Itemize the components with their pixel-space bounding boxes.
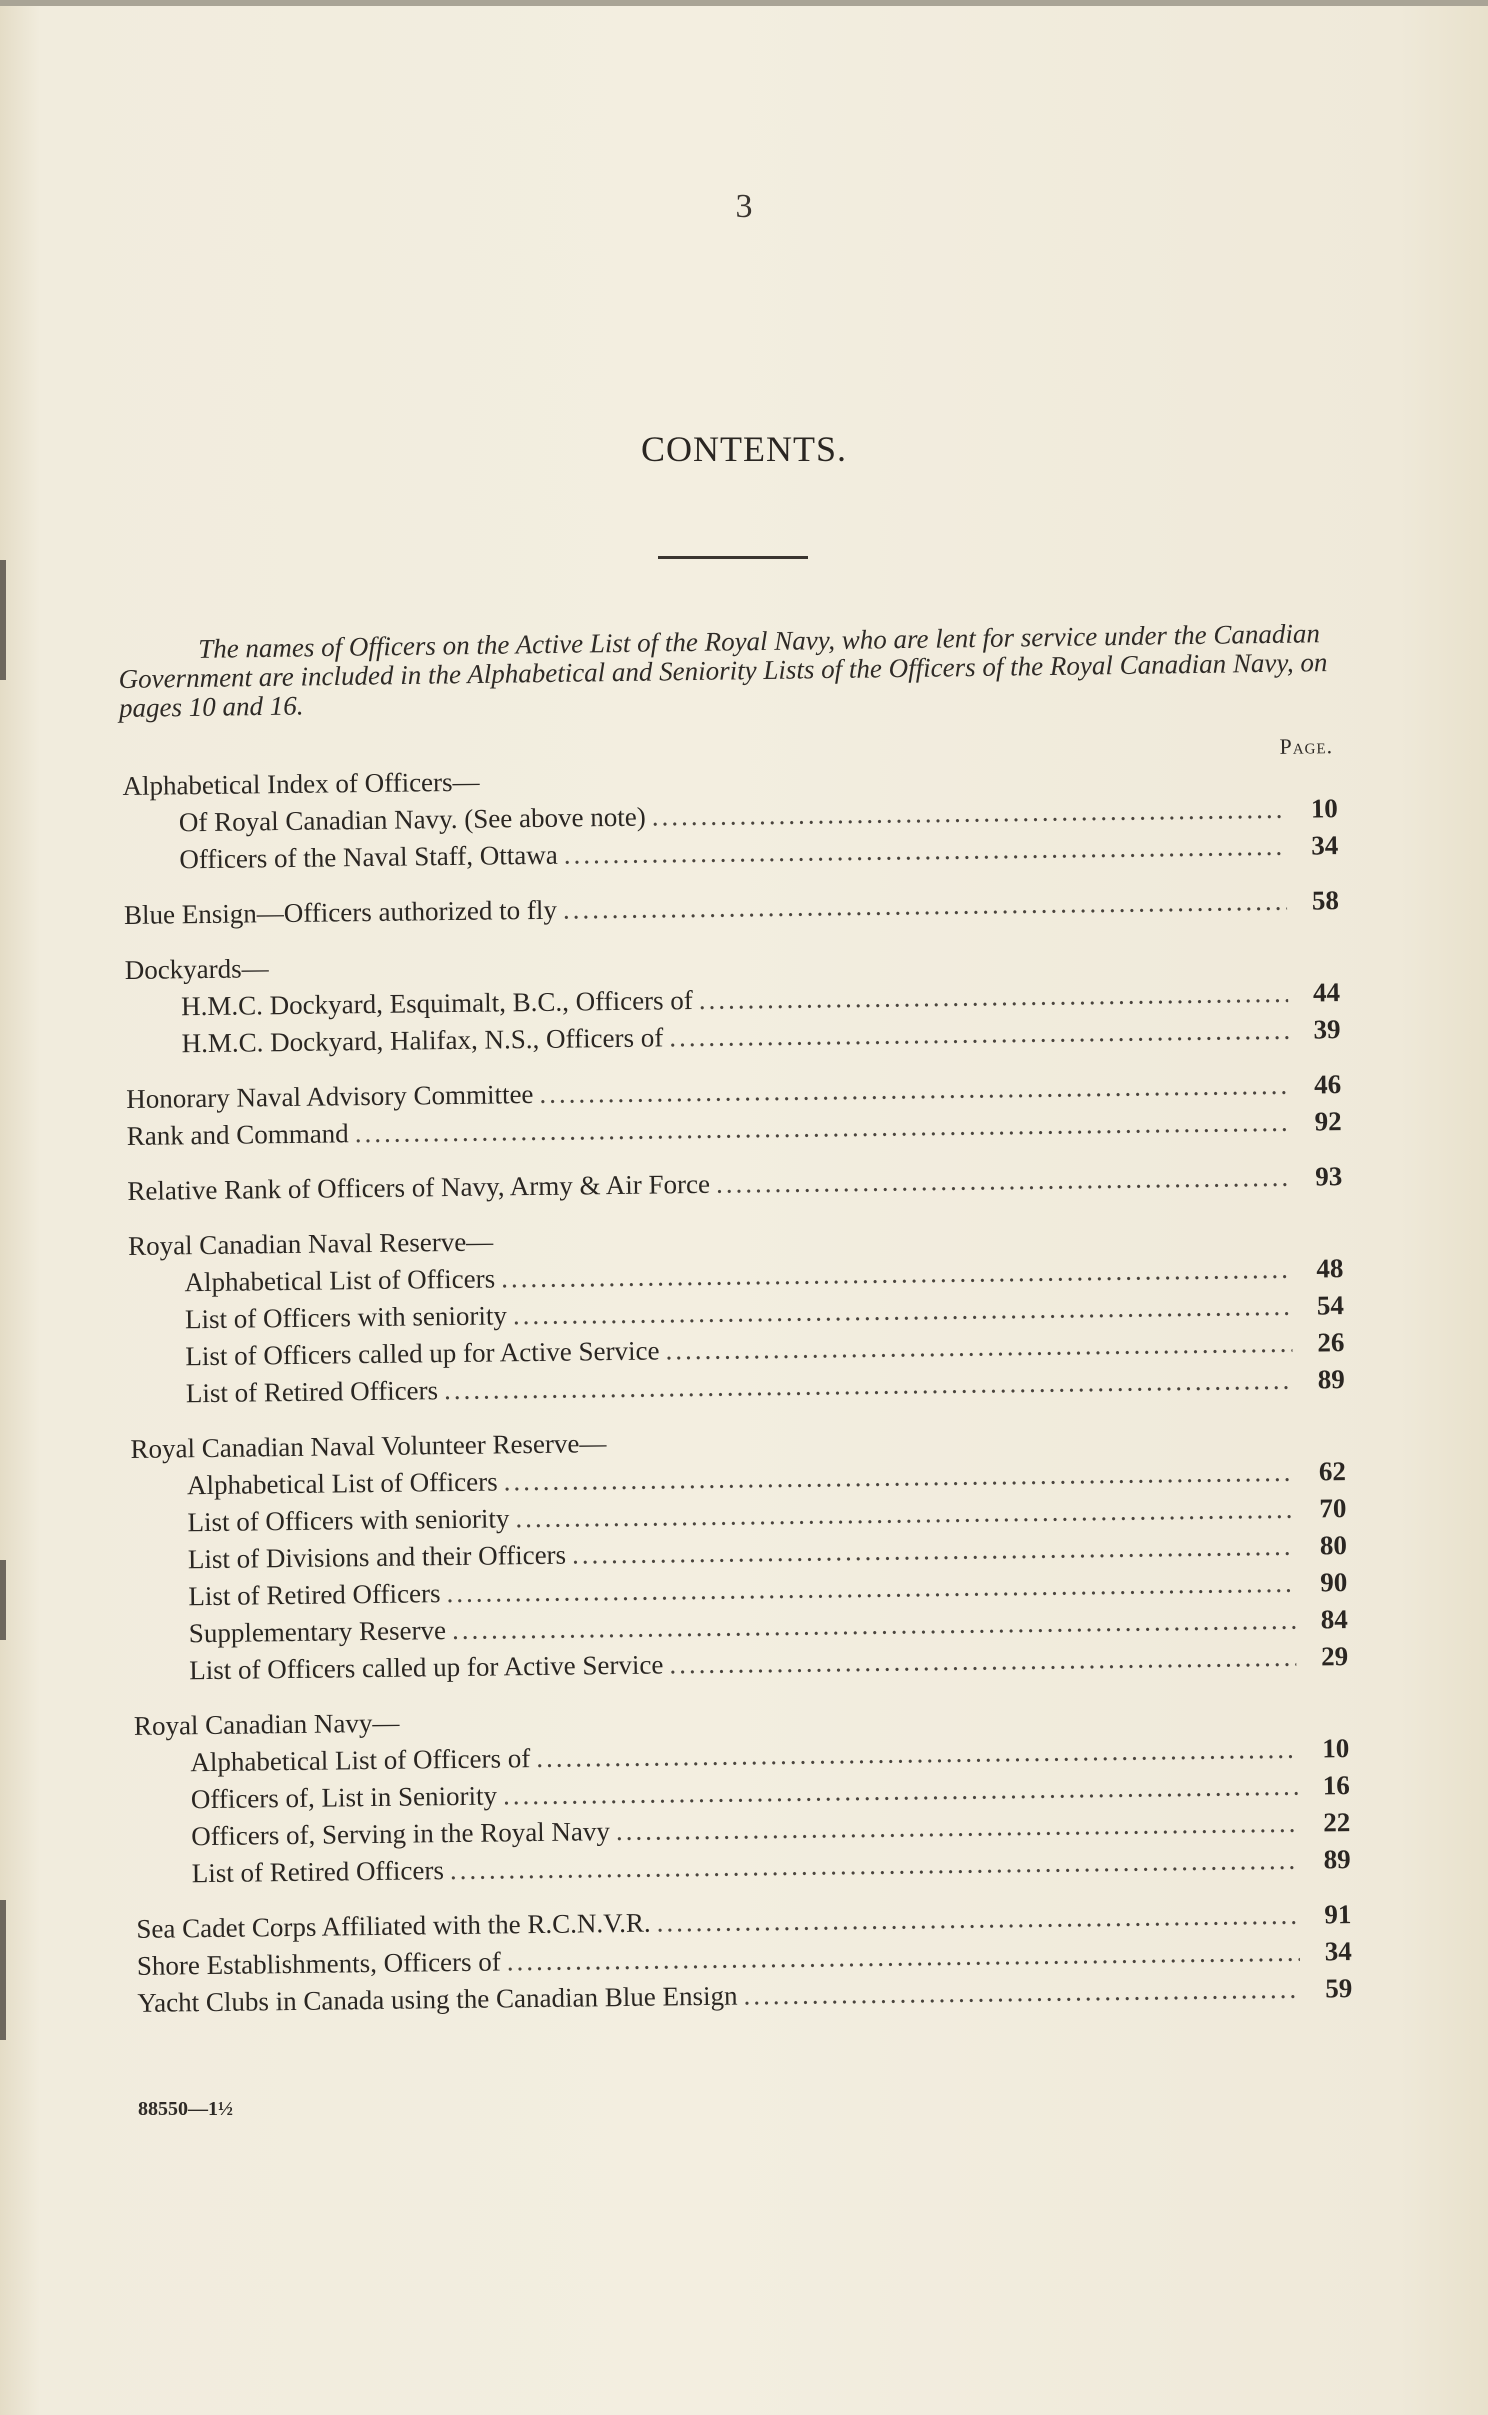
toc-entry-page: 89 <box>1317 1364 1345 1395</box>
toc-entry-page: 29 <box>1321 1641 1349 1672</box>
toc-entry-label: List of Officers called up for Active Service <box>189 1649 664 1686</box>
toc-section <box>128 1213 1345 1413</box>
toc-section <box>126 1066 1342 1155</box>
dot-leader <box>563 883 1287 929</box>
toc-entry-page: 22 <box>1323 1807 1351 1838</box>
margin-mark <box>0 1560 6 1640</box>
toc-entry-page: 80 <box>1319 1530 1348 1561</box>
page-number: 3 <box>735 188 753 225</box>
toc-entry-page: 46 <box>1314 1069 1342 1100</box>
toc-section <box>124 882 1339 934</box>
dot-leader <box>563 828 1286 874</box>
toc-entry-page: 59 <box>1325 1973 1353 2004</box>
toc-section <box>122 753 1338 879</box>
toc-entry-label: List of Retired Officers <box>188 1578 441 1612</box>
page-title: CONTENTS. <box>641 429 847 469</box>
dot-leader <box>669 1639 1296 1684</box>
dot-leader <box>716 1159 1291 1203</box>
toc-entry-page: 93 <box>1315 1161 1343 1192</box>
toc-entry-page: 10 <box>1310 793 1339 824</box>
toc-entry-label: List of Retired Officers <box>185 1375 439 1409</box>
toc-entry-page: 39 <box>1313 1014 1341 1045</box>
margin-mark <box>0 1900 6 2040</box>
table-of-contents <box>122 733 1352 2022</box>
toc-entry-label: Of Royal Canadian Navy. (See above note) <box>178 801 646 838</box>
note-text: The names of Officers on the Active List of the Royal Navy, who are lent for service under the Canadian Government are included in the Alphabetical and Seniority Lists of the Officers of the Royal Canadian Navy, on pages 10 and 16. <box>118 618 1328 723</box>
toc-entry-label: Alphabetical List of Officers <box>184 1263 496 1298</box>
toc-entry-page: 89 <box>1323 1844 1351 1875</box>
toc-entry-label: Officers of, Serving in the Royal Navy <box>191 1816 611 1852</box>
toc-entry-page: 26 <box>1317 1327 1345 1358</box>
toc-entry-label: Officers of, List in Seniority <box>190 1780 498 1815</box>
toc-entry-page: 92 <box>1314 1106 1342 1137</box>
toc-entry <box>124 882 1339 934</box>
dot-leader <box>669 1012 1289 1057</box>
toc-entry-label: Sea Cadet Corps Affiliated with the R.C.N.V.R. <box>136 1907 651 1944</box>
page-column-header: Page. <box>1279 733 1334 759</box>
toc-entry-page: 16 <box>1322 1770 1350 1801</box>
toc-entry-page: 70 <box>1319 1493 1347 1524</box>
toc-entry-label: Officers of the Naval Staff, Ottawa <box>179 839 558 875</box>
toc-entry-label: Relative Rank of Officers of Navy, Army & Air Force <box>127 1168 711 1206</box>
toc-entry <box>127 1158 1342 1210</box>
toc-entry-label: Alphabetical List of Officers of <box>190 1743 531 1778</box>
toc-entry-label: List of Retired Officers <box>191 1855 445 1889</box>
toc-entry-label: List of Divisions and their Officers <box>187 1539 567 1575</box>
toc-entry-label: Alphabetical List of Officers <box>186 1466 498 1501</box>
toc-section <box>134 1693 1351 1893</box>
toc-entry-page: 84 <box>1320 1604 1348 1635</box>
toc-section-heading: Royal Canadian Navy— <box>133 1707 400 1741</box>
toc-entry-label: Yacht Clubs in Canada using the Canadian Blue Ensign <box>137 1980 738 2018</box>
toc-section <box>136 1896 1352 2022</box>
toc-entry-page: 54 <box>1316 1290 1345 1321</box>
toc-section-heading: Royal Canadian Naval Reserve— <box>127 1226 494 1261</box>
toc-entry-page: 90 <box>1320 1567 1348 1598</box>
toc-entry-label: Blue Ensign—Officers authorized to fly <box>123 894 558 930</box>
toc-entry-page: 58 <box>1311 885 1340 916</box>
toc-entry-page: 34 <box>1324 1936 1352 1967</box>
toc-entry-page: 10 <box>1322 1733 1350 1764</box>
toc-entry-label: Shore Establishments, Officers of <box>136 1946 501 1981</box>
toc-entry-label: Rank and Command <box>126 1118 349 1151</box>
toc-entry-page: 44 <box>1312 977 1341 1008</box>
page-top-edge <box>0 0 1488 6</box>
toc-section-heading: Royal Canadian Naval Volunteer Reserve— <box>130 1428 607 1464</box>
title-rule <box>658 556 808 559</box>
margin-mark <box>0 560 6 680</box>
toc-section-heading: Dockyards— <box>124 953 269 985</box>
toc-entry-label: List of Officers with seniority <box>187 1503 510 1538</box>
toc-entry-label: H.M.C. Dockyard, Esquimalt, B.C., Officers of <box>180 985 693 1022</box>
toc-entry-page: 91 <box>1324 1899 1352 1930</box>
toc-section <box>124 937 1340 1063</box>
contents-note <box>118 619 1339 723</box>
toc-section-heading: Alphabetical Index of Officers— <box>122 766 480 801</box>
toc-section <box>130 1416 1348 1690</box>
dot-leader <box>743 1971 1300 2015</box>
toc-entry-label: Honorary Naval Advisory Committee <box>126 1079 534 1114</box>
toc-entry-label: List of Officers called up for Active Service <box>185 1335 660 1372</box>
toc-section <box>127 1158 1342 1210</box>
toc-entry-page: 48 <box>1316 1253 1344 1284</box>
print-code: 88550—1½ <box>138 2098 233 2120</box>
toc-entry-label: List of Officers with seniority <box>184 1300 508 1335</box>
toc-entry-label: Supplementary Reserve <box>188 1615 447 1649</box>
toc-entry-page: 62 <box>1318 1456 1347 1487</box>
toc-entry-label: H.M.C. Dockyard, Halifax, N.S., Officers of <box>181 1022 664 1059</box>
toc-entry-page: 34 <box>1311 830 1339 861</box>
